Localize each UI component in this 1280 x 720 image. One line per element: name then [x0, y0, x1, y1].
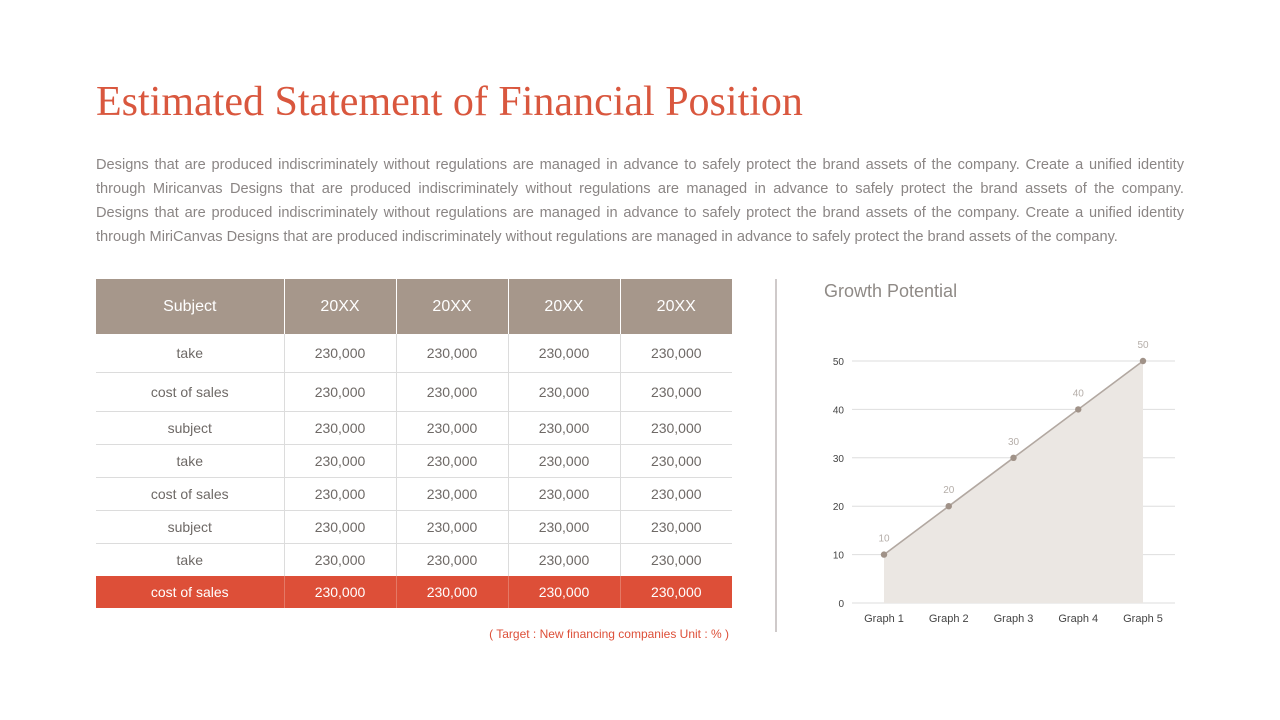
row-subject: cost of sales: [96, 373, 284, 412]
row-value: 230,000: [396, 478, 508, 511]
row-value: 230,000: [508, 576, 620, 608]
area-fill: [884, 361, 1143, 603]
row-value: 230,000: [620, 478, 732, 511]
description-line: Designs that are produced indiscriminately without regulations are managed in advance to safely protect the brand assets of the company. Create a unified identity: [96, 205, 1184, 221]
row-value: 230,000: [620, 334, 732, 373]
x-tick-label: Graph 5: [1123, 613, 1163, 625]
table-note: ( Target : New financing companies Unit : % ): [489, 627, 729, 641]
data-point: [946, 503, 952, 509]
row-subject: cost of sales: [96, 478, 284, 511]
row-value: 230,000: [396, 544, 508, 577]
x-tick-label: Graph 3: [993, 613, 1034, 625]
description-line: through MiriCanvas Designs that are produced indiscriminately without regulations are managed in advance to safely protect the brand assets of the company.: [96, 229, 1118, 245]
y-tick-label: 40: [832, 405, 844, 417]
row-value: 230,000: [284, 478, 396, 511]
row-subject: subject: [96, 511, 284, 544]
page-title: Estimated Statement of Financial Position: [96, 79, 803, 125]
row-value: 230,000: [508, 544, 620, 577]
row-value: 230,000: [508, 334, 620, 373]
row-value: 230,000: [620, 412, 732, 445]
data-label: 50: [1137, 340, 1149, 351]
row-value: 230,000: [396, 445, 508, 478]
row-subject: subject: [96, 412, 284, 445]
row-value: 230,000: [284, 445, 396, 478]
data-point: [881, 551, 887, 557]
y-tick-label: 0: [838, 599, 844, 610]
chart-title: Growth Potential: [824, 281, 958, 301]
row-value: 230,000: [508, 412, 620, 445]
row-value: 230,000: [396, 334, 508, 373]
row-value: 230,000: [620, 373, 732, 412]
x-tick-label: Graph 1: [864, 613, 904, 625]
row-value: 230,000: [396, 576, 508, 608]
data-point: [1075, 406, 1081, 412]
row-value: 230,000: [508, 511, 620, 544]
row-value: 230,000: [284, 412, 396, 445]
row-subject: take: [176, 345, 203, 361]
header-year: 20XX: [284, 279, 396, 334]
data-point: [1010, 455, 1016, 461]
row-value: 230,000: [284, 511, 396, 544]
row-subject: cost of sales: [96, 576, 284, 608]
description-line: through Miricanvas Designs that are produced indiscriminately without regulations are managed in advance to safely protect the brand assets of the company.: [96, 181, 1184, 197]
row-value: 230,000: [620, 544, 732, 577]
y-tick-label: 50: [832, 357, 844, 368]
x-tick-label: Graph 4: [1058, 613, 1099, 625]
y-tick-label: 30: [832, 453, 844, 465]
row-value: 230,000: [508, 445, 620, 478]
header-year: 20XX: [620, 279, 732, 334]
row-value: 230,000: [284, 544, 396, 577]
header-subject: Subject: [96, 279, 284, 334]
description-line: Designs that are produced indiscriminately without regulations are managed in advance to safely protect the brand assets of the company. Create a unified identity: [96, 157, 1184, 173]
y-tick-label: 20: [832, 502, 844, 514]
data-point: [1140, 358, 1146, 364]
row-value: 230,000: [508, 478, 620, 511]
x-tick-label: Graph 2: [928, 613, 969, 625]
header-year: 20XX: [508, 279, 620, 334]
row-value: 230,000: [284, 576, 396, 608]
data-label: 40: [1072, 388, 1084, 400]
y-tick-label: 10: [832, 550, 844, 562]
row-value: 230,000: [284, 373, 396, 412]
row-value: 230,000: [396, 412, 508, 445]
row-value: 230,000: [284, 334, 396, 373]
row-value: 230,000: [396, 373, 508, 412]
row-value: 230,000: [620, 576, 732, 608]
header-year: 20XX: [396, 279, 508, 334]
data-label: 30: [1007, 436, 1020, 448]
row-value: 230,000: [396, 511, 508, 544]
row-value: 230,000: [620, 511, 732, 544]
row-subject: take: [96, 544, 284, 577]
row-value: 230,000: [508, 373, 620, 412]
row-subject: take: [96, 445, 284, 478]
data-label: 20: [943, 485, 955, 497]
data-label: 10: [878, 533, 890, 545]
row-value: 230,000: [620, 445, 732, 478]
